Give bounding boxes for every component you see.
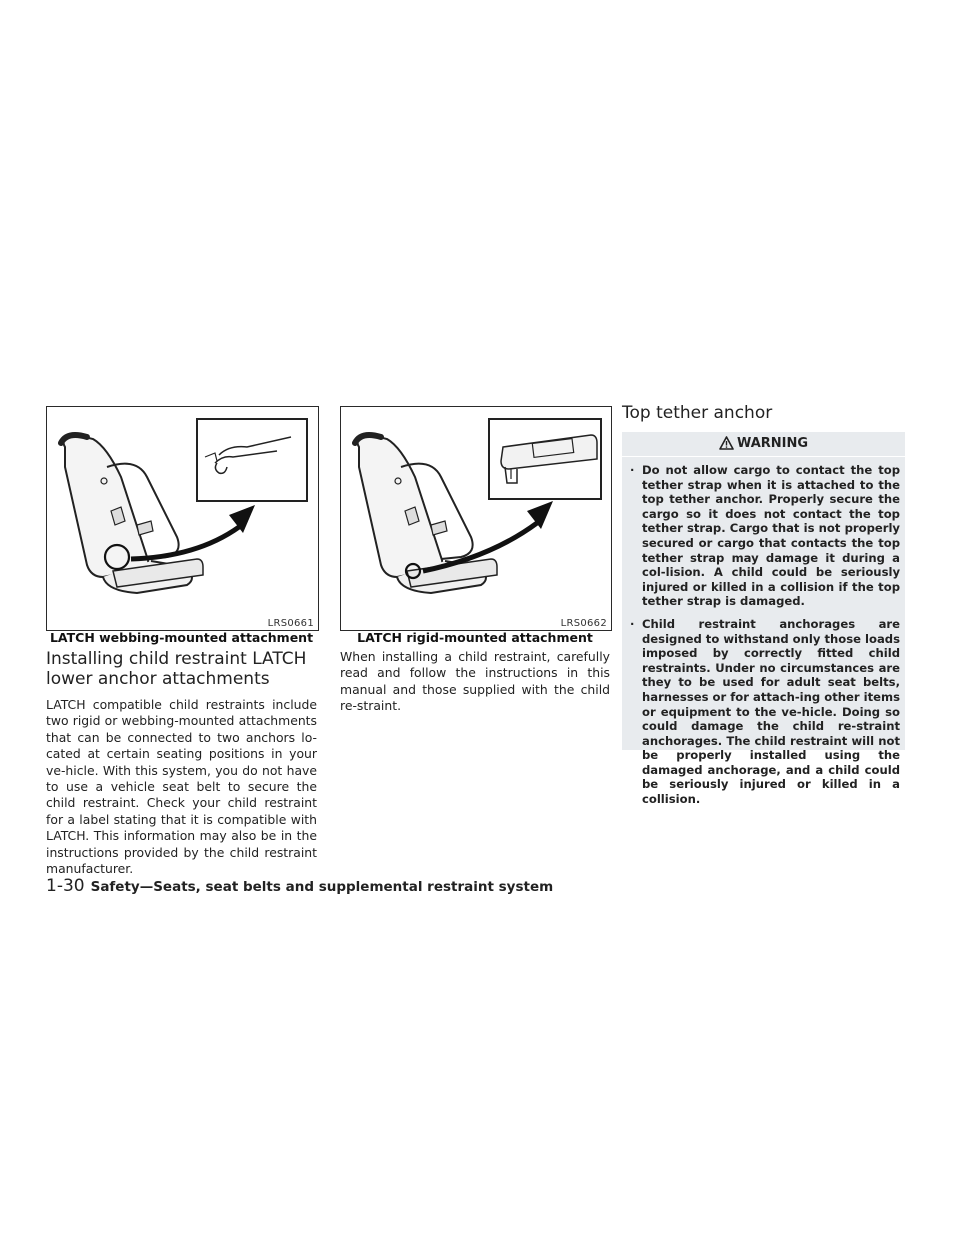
- warning-item-text: Child restraint anchorages are designed to withstand only those loads imposed by correctly fitted child restraints. Under no circumstances are they to be used for adult seat belts, harnesses or for attach-ing other items or equipment to the ve-hicle. Doing so could damage the child re-straint anchorages. The child restraint will not be properly installed using the damaged anchorage, and a child could be seriously injured or killed in a collision.: [642, 616, 900, 807]
- seat-illustration-webbing: [47, 407, 318, 630]
- seat-illustration-rigid: [341, 407, 611, 630]
- bullet-icon: ·: [630, 463, 635, 477]
- warning-item-text: Do not allow cargo to contact the top tether strap when it is attached to the top tether anchor. Properly secure the cargo so it does not contact the top tether strap. Cargo that is not properly secured or cargo that contacts the top tether strap may damage it during a col-lision. A child could be seriously injured or killed in a collision if the top tether strap is damaged.: [642, 463, 900, 609]
- section-heading-latch: [46, 649, 317, 689]
- figure-code: LRS0662: [560, 618, 607, 629]
- figure-code: LRS0661: [267, 618, 314, 629]
- heading-line: Installing child restraint LATCH: [46, 649, 307, 669]
- warning-item: [630, 617, 900, 807]
- warning-box: [622, 432, 905, 807]
- figure-caption: LATCH rigid-mounted attachment: [357, 630, 593, 645]
- footer-section-title: Safety—Seats, seat belts and supplemental restraint system: [90, 879, 554, 895]
- section-heading-top-tether: Top tether anchor: [622, 403, 773, 423]
- figure-caption: LATCH webbing-mounted attachment: [49, 630, 314, 645]
- installing-paragraph: When installing a child restraint, carefully read and follow the instructions in this manual and those supplied with the child re-straint.: [340, 649, 610, 714]
- warning-list: [630, 463, 900, 815]
- warning-item: [630, 463, 900, 609]
- warning-title: WARNING: [736, 436, 809, 451]
- page-number: 1-30: [46, 876, 85, 896]
- bullet-icon: ·: [630, 616, 635, 631]
- latch-paragraph: LATCH compatible child restraints include two rigid or webbing-mounted attachments that can be connected to two anchors lo-cated at certain seating positions in your ve-hicle. With this system, you do not have to use a vehicle seat belt to secure the child restraint. Check your child restraint for a label stating that it is compatible with LATCH. This information may also be in the instructions provided by the child restraint manufacturer.: [46, 697, 317, 877]
- heading-line: lower anchor attachments: [46, 669, 270, 689]
- warning-triangle-icon: [719, 435, 734, 459]
- page-footer: [46, 876, 553, 896]
- warning-header: [622, 432, 905, 457]
- figure-webbing-mounted: [46, 406, 319, 631]
- figure-rigid-mounted: [340, 406, 612, 631]
